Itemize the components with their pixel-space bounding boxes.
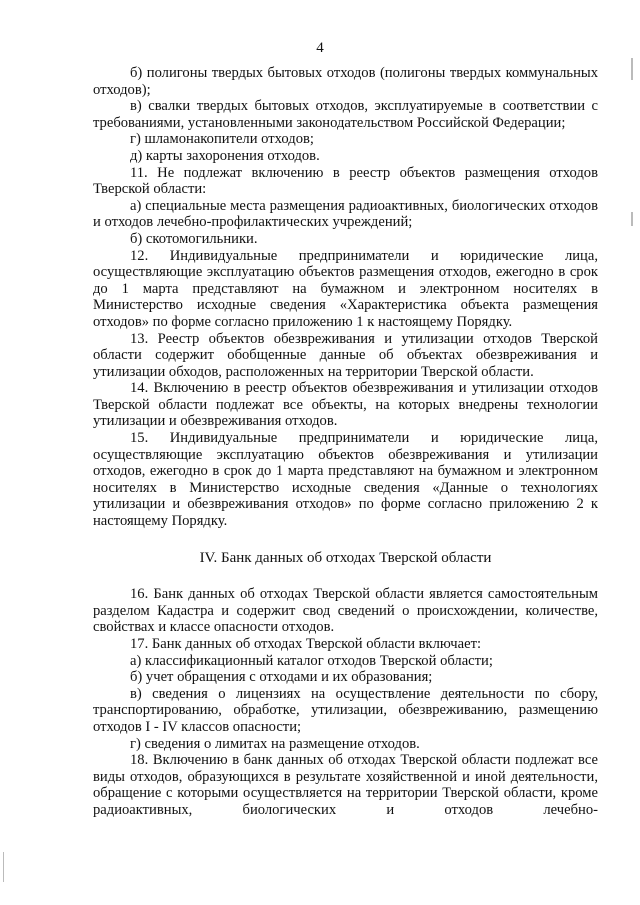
paragraph: 14. Включению в реестр объектов обезвреживания и утилизации отходов Тверской области подлежат все объекты, на которых внедрены технологии утилизации и обезвреживания отходов.	[93, 380, 598, 430]
paragraph: в) свалки твердых бытовых отходов, эксплуатируемые в соответствии с требованиями, установленными законодательством Российской Федерации;	[93, 98, 598, 131]
paragraph: а) классификационный каталог отходов Тверской области;	[130, 652, 493, 669]
scan-edge-mark	[631, 212, 633, 226]
paragraph: 18. Включению в банк данных об отходах Тверской области подлежат все виды отходов, образующихся в результате хозяйственной и иной деятельности, обращение с которыми осуществляется на территории Тверской области, кроме радиоактивных, биологических и отходов лечебно-	[93, 752, 598, 818]
section-heading: IV. Банк данных об отходах Тверской области	[199, 549, 492, 566]
paragraph: 15. Индивидуальные предприниматели и юридические лица, осуществляющие эксплуатацию объектов обезвреживания и утилизации отходов, ежегодно в срок до 1 марта представляют на бумажном и электронном носителях в Министерство исходные сведения «Данные о технологиях утилизации и обезвреживания отходов» по форме согласно приложению 2 к настоящему Порядку.	[93, 430, 598, 530]
paragraph: д) карты захоронения отходов.	[130, 147, 320, 164]
paragraph: 17. Банк данных об отходах Тверской области включает:	[130, 636, 482, 652]
paragraph: г) шламонакопители отходов;	[130, 131, 314, 148]
paragraph: б) полигоны твердых бытовых отходов (полигоны твердых коммунальных отходов);	[93, 65, 598, 98]
paragraph: г) сведения о лимитах на размещение отходов.	[130, 735, 420, 752]
paragraph: 13. Реестр объектов обезвреживания и утилизации отходов Тверской области содержит обобщенные данные об объектах обезвреживания и утилизации обходов, расположенных на территории Тверской области.	[93, 330, 598, 380]
paragraph: 11. Не подлежат включению в реестр объектов размещения отходов Тверской области:	[93, 164, 598, 198]
paragraph: 16. Банк данных об отходах Тверской области является самостоятельным разделом Кадастра и содержит свод сведений о происхождении, количестве, свойствах и классе опасности отходов.	[93, 586, 598, 636]
scan-edge-mark	[3, 852, 4, 882]
paragraph: в) сведения о лицензиях на осуществление деятельности по сбору, транспортированию, обработке, утилизации, обезвреживанию, размещению отходов I - IV классов опасности;	[93, 685, 598, 735]
document-body	[93, 65, 598, 819]
paragraph: 12. Индивидуальные предприниматели и юридические лица, осуществляющие эксплуатацию объектов размещения отходов, ежегодно в срок до 1 марта представляют на бумажном и электронном носителях в Министерство исходные сведения «Характеристика объекта размещения отходов» по форме согласно приложению 1 к настоящему Порядку.	[93, 247, 598, 330]
scan-edge-mark	[631, 58, 633, 80]
paragraph: б) учет обращения с отходами и их образования;	[130, 669, 433, 686]
paragraph: б) скотомогильники.	[130, 230, 258, 247]
paragraph: а) специальные места размещения радиоактивных, биологических отходов и отходов лечебно-профилактических учреждений;	[93, 197, 598, 231]
page-number: 4	[316, 40, 324, 56]
